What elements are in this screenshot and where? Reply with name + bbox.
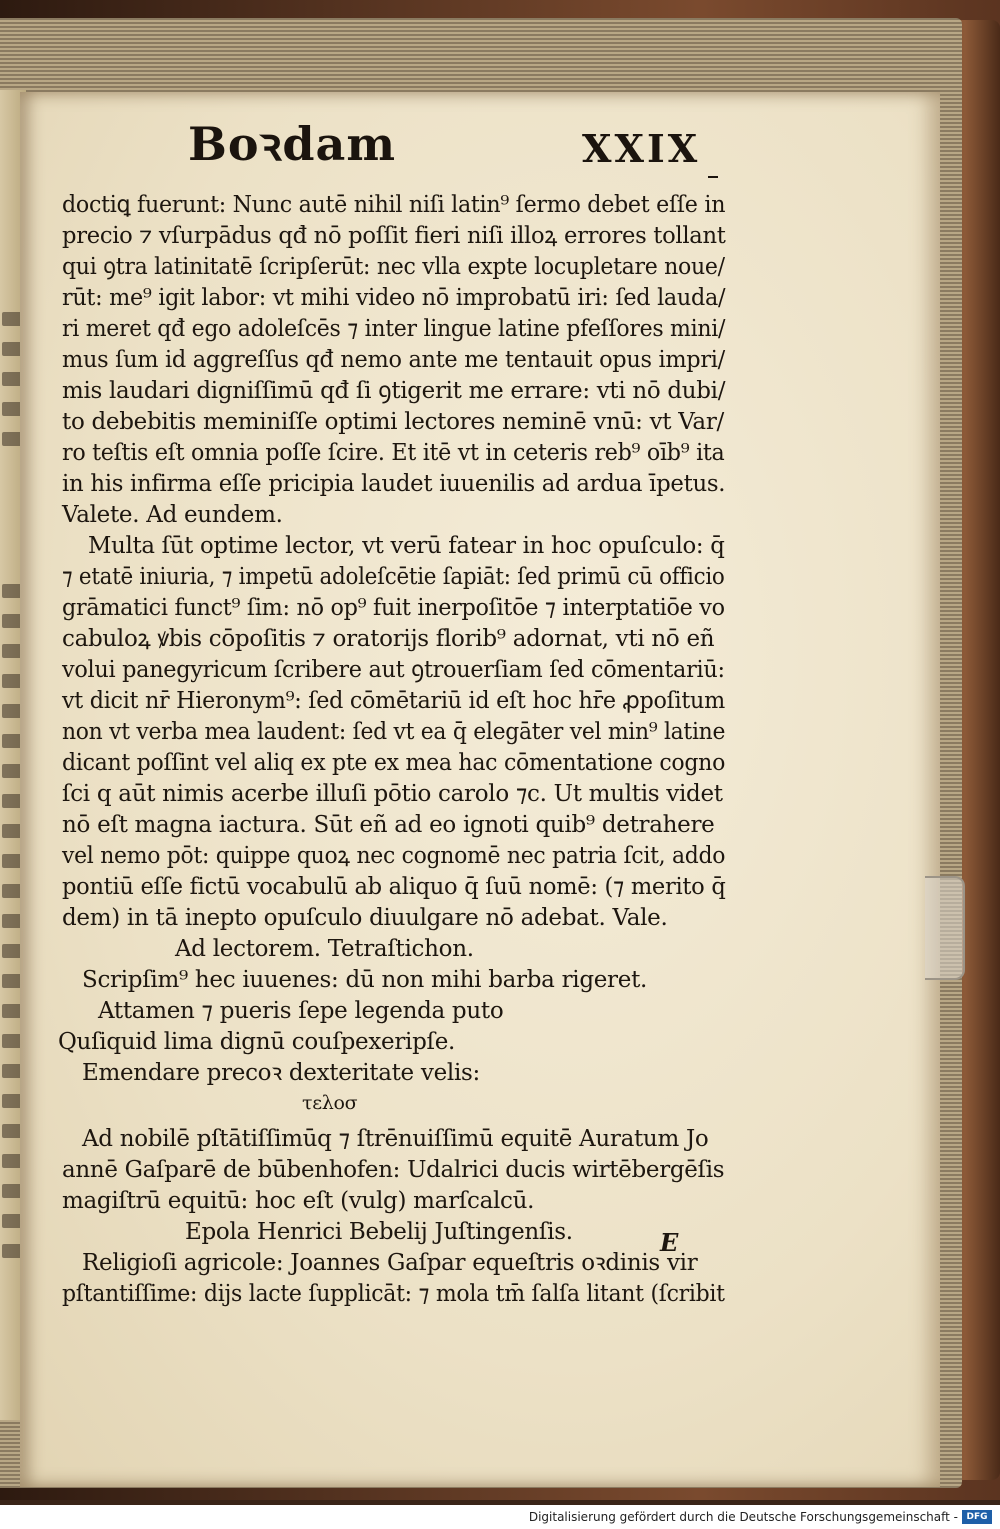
dfg-logo-icon: DFG [962,1510,992,1524]
verse-line: Attamen ⁊ pueris ſepe legenda puto [98,998,504,1024]
text-line: precio ⁊ vſurpādus qđ nō poſſit fieri niſi illoꝝ errores tollant [62,223,726,249]
footer-bar [0,1505,1000,1529]
text-line: rūt: me⁹ igit labor: vt mihi video nō improbatū iri: ſed lauda/ [62,285,726,311]
text-line: non vt verba mea laudent: ſed vt ea q̄ elegāter vel min⁹ latine [62,719,726,745]
text-line: pontiū eſſe fictū vocabulū ab aliquo q̄ ſuū nomē: (⁊ merito q̄ [62,874,726,900]
page-clip [925,876,965,980]
text-line: magiſtrū equitū: hoc eſt (vulg) marſcalcū. [62,1188,535,1214]
text-line: grāmatici funct⁹ ſim: nō op⁹ fuit inerpoſitōe ⁊ interptatiōe vo [62,595,725,621]
text-line: Epola Henrici Bebelij Juſtingenſis. [185,1219,573,1245]
text-line: Ad nobilē pſtātiſſimūq ⁊ ſtrēnuiſſimū equitē Auratum Jo [82,1126,709,1152]
text-line: mus ſum id aggreſſus qđ nemo ante me tentauit opus impri/ [62,347,725,373]
verse-line: Quſiquid lima dignū couſpexeripſe. [58,1029,456,1055]
running-title: Boꝛdam [188,117,397,171]
text-line: dem) in tā inepto opuſculo diuulgare nō adebat. Vale. [62,905,668,931]
catchword: E [660,1228,678,1257]
text-line: Valete. Ad eundem. [62,502,283,528]
text-line: doctiꝗ fuerunt: Nunc autē nihil niſi latin⁹ ſermo debet eſſe in [62,192,726,218]
telos-line: τελοσ [302,1092,358,1114]
text-line: Religioſi agricole: Joannes Gaſpar equeſtris oꝛdinis vir [82,1250,698,1276]
text-line: Ad lectorem. Tetraſtichon. [175,936,474,962]
funding-credit: Digitalisierung gefördert durch die Deutsche Forschungsgemeinschaft - [528,1510,958,1524]
text-line: vel nemo pōt: quippe quoꝝ nec cognomē nec patria ſcit, addo [62,843,726,869]
text-line: mis laudari digniſſimū qđ ſi ꝯtigerit me errare: vti nō dubi/ [62,378,726,404]
text-line: ſci q aūt nimis acerbe illuſi pōtio carolo ⁊c. Ut multis videt [62,781,723,807]
text-line: volui panegyricum ſcribere aut ꝯtrouerſiam ſed cōmentariū: [62,657,725,683]
header-rule [708,176,718,178]
text-line: in his infirma eſſe pricipia laudet iuuenilis ad ardua īpetus. [62,471,726,497]
text-line: dicant poſſint vel aliq ex pte ex mea hac cōmentatione cogno [62,750,726,776]
text-line: ⁊ etatē iniuria, ⁊ impetū adoleſcētie ſapiāt: ſed primū cū officio [62,564,725,590]
text-line: cabuloꝝ ꝟbis cōpoſitis ⁊ oratorijs florib⁹ adornat, vti nō eñ [62,626,715,652]
text-line: qui ꝯtra latinitatē ſcripſerūt: nec vlla expte locupletare noue/ [62,254,725,280]
folio-number: XXIX [582,126,701,171]
text-line: ro teſtis eſt omnia poſſe ſcire. Et itē vt in ceteris reb⁹ oīb⁹ ita [62,440,725,466]
text-line: ri meret qđ ego adoleſcēs ⁊ inter lingue latine pfeſſores mini/ [62,316,726,342]
text-line: nō eſt magna iactura. Sūt eñ ad eo ignoti quib⁹ detrahere [62,812,715,838]
text-line: Multa ſūt optime lector, vt verū fatear in hoc opuſculo: q̄ [88,533,725,559]
text-line: vt dicit nr̄ Hieronym⁹: ſed cōmētariū id eſt hoc hr̄e ꝓpoſitum [62,688,725,714]
text-line: to debebitis meminiſſe optimi lectores neminē vnū: vt Var/ [62,409,724,435]
text-line: pſtantiſſime: dijs lacte ſupplicāt: ⁊ mola tm̄ ſalſa litant (ſcribit [62,1281,725,1307]
text-line: annē Gaſparē de būbenhofen: Udalrici ducis wirtēbergēſis [62,1157,725,1183]
verse-line: Scripſim⁹ hec iuuenes: dū non mihi barba rigeret. [82,967,648,993]
verse-line: Emendare precoꝛ dexteritate velis: [82,1060,480,1086]
